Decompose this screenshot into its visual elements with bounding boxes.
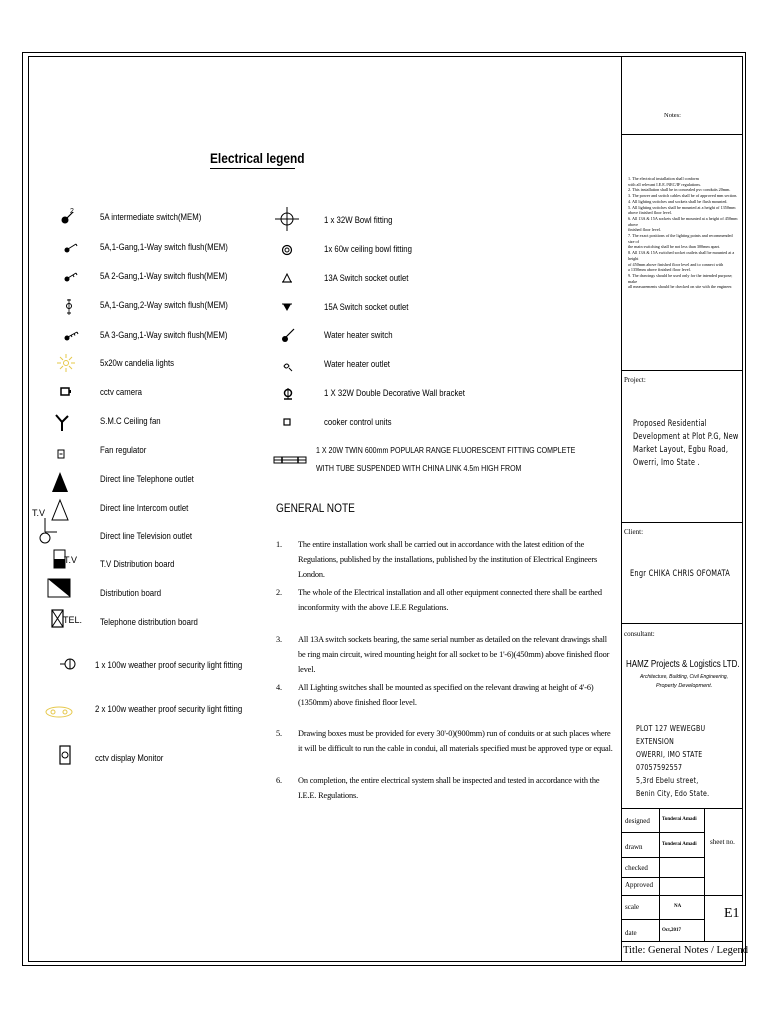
svg-text:2: 2 bbox=[70, 208, 74, 215]
wall-bracket-icon bbox=[274, 382, 304, 406]
legend-label: 5x20w candelia lights bbox=[100, 358, 175, 369]
general-note-item: 4. All Lighting switches shall be mounted as specified on the relevant drawing at height of 4'-6)(1350mm) above finished floor level. bbox=[276, 683, 594, 707]
legend-label: Telephone distribution board bbox=[100, 617, 198, 628]
date-label: date bbox=[625, 929, 637, 937]
general-note-item: 5. Drawing boxes must be provided for every 30'-0)(900mm) run of conduits or at such places where it will be difficult to run the cable in condui, all materials specified must be approved type or equal. bbox=[276, 729, 613, 753]
1gang-1way-switch-icon bbox=[56, 235, 86, 259]
legend-label: 5A 2-Gang,1-Way switch flush(MEM) bbox=[100, 271, 228, 282]
date-value: Oct,2017 bbox=[662, 928, 682, 933]
fan-regulator-icon bbox=[52, 444, 82, 468]
legend-label: 5A,1-Gang,2-Way switch flush(MEM) bbox=[100, 300, 228, 311]
legend-label: Water heater switch bbox=[324, 330, 393, 341]
distribution-board-icon bbox=[44, 576, 74, 600]
consultant-label: consultant: bbox=[624, 630, 655, 638]
drawn-value: Tonderai Amadi bbox=[662, 842, 697, 847]
legend-label: 2 x 100w weather proof security light fitting bbox=[95, 704, 243, 715]
legend-label: S.M.C Ceiling fan bbox=[100, 416, 161, 427]
cctv-camera-icon bbox=[56, 380, 86, 404]
drawn-label: drawn bbox=[625, 843, 643, 851]
drawing-title: Title: General Notes / Legend bbox=[623, 945, 749, 956]
project-description: Proposed Residential Development at Plot P.G, New Market Layout, Egbu Road, Owerri, Imo State . bbox=[633, 419, 739, 468]
legend-label: cooker control units bbox=[324, 417, 392, 428]
fluorescent-fitting-icon bbox=[272, 448, 308, 472]
13a-socket-icon bbox=[272, 266, 302, 290]
legend-label: 5A 3-Gang,1-Way switch flush(MEM) bbox=[100, 330, 228, 341]
general-note-item: 1. The entire installation work shall be carried out in accordance with the latest edition of the Regulations, published by the installations, published by the institution of Electrical Engineers London. bbox=[276, 540, 598, 579]
general-note-item: 2. The whole of the Electrical installation and all other equipment connected there shall be earthed inconformity with the above I.E.E Regulations. bbox=[276, 588, 602, 612]
bowl-fitting-icon bbox=[272, 207, 302, 231]
general-note-item: 6. On completion, the entire electrical system shall be inspected and tested in accordance with the I.E.E. Regulations. bbox=[276, 776, 600, 800]
legend-label: 5A,1-Gang,1-Way switch flush(MEM) bbox=[100, 242, 228, 253]
legend-label: Direct line Telephone outlet bbox=[100, 474, 194, 485]
intermediate-switch-icon bbox=[56, 205, 86, 229]
consultant-address: PLOT 127 WEWEGBU EXTENSION OWERRI, IMO STATE 07057592557 5,3rd Ebelu street, Benin City, Edo State. bbox=[636, 724, 710, 798]
television-outlet-icon bbox=[36, 518, 66, 542]
tv-outlet-text: T.V bbox=[32, 508, 46, 518]
legend-label: Distribution board bbox=[100, 588, 162, 599]
legend-label: Direct line Television outlet bbox=[100, 531, 193, 542]
legend-label: Direct line Intercom outlet bbox=[100, 503, 189, 514]
client-label: Client: bbox=[624, 528, 644, 536]
consultant-services: Architecture, Building, Civil Engineering, bbox=[640, 674, 729, 680]
notes-list: 1. The electrical installation shall conform with all relevant I.E.E./NEC/IF regulations. 2. This installation shall be in concealed pvc conduits 20mm. 3. The power and switch cables shall be of approved mm section. 4. All lighting switches and sockets shall be flush mounted. 5. All lighting switches shall be mounted at a height of 1350mm above finished floor level. 6. All 13A & 15A sockets shall be mounted at a height of 450mm above finished floor level. 7. The exact positions of the lighting points and recommended size of the main switching shall be not less than 300mm apart. 8. All 13A & 15A switched socket outlets shall be mounted at a height of 450mm above finished floor level and to connect with a 1350mm above finished floor level. 9. The drawings should be used only for the intended purpose; make all measurements should be checked on site with the engineer. bbox=[628, 176, 738, 290]
security-light-2x-icon bbox=[44, 700, 74, 724]
legend-label: cctv display Monitor bbox=[95, 753, 164, 764]
legend-label: Fan regulator bbox=[100, 445, 147, 456]
title-block-divider bbox=[621, 56, 622, 962]
legend-label: cctv camera bbox=[100, 387, 142, 398]
legend-label: 1 x 100w weather proof security light fitting bbox=[95, 660, 243, 671]
water-heater-outlet-icon bbox=[274, 356, 304, 380]
client-name: Engr CHIKA CHRIS OFOMATA bbox=[630, 569, 731, 579]
legend-label: 1x 60w ceiling bowl fitting bbox=[324, 244, 412, 255]
water-heater-switch-icon bbox=[272, 323, 302, 347]
legend-label: 1 x 32W Bowl fitting bbox=[324, 215, 393, 226]
2gang-1way-switch-icon bbox=[56, 264, 86, 288]
ceiling-bowl-fitting-icon bbox=[272, 238, 302, 262]
tv-board-text: T.V bbox=[64, 555, 78, 565]
15a-socket-icon bbox=[272, 295, 302, 319]
legend-label: T.V Distribution board bbox=[100, 559, 175, 570]
3gang-1way-switch-icon bbox=[56, 323, 86, 347]
sheet-label: sheet no. bbox=[710, 838, 735, 846]
cctv-monitor-icon bbox=[56, 744, 86, 768]
fluorescent-label-line1: 1 X 20W TWIN 600mm POPULAR RANGE FLUORESCENT FITTING COMPLETE bbox=[316, 445, 576, 455]
designed-value: Tonderai Amadi bbox=[662, 817, 697, 822]
designed-label: designed bbox=[625, 817, 650, 825]
candelia-light-icon bbox=[54, 351, 84, 375]
security-light-1x-icon bbox=[56, 652, 86, 676]
legend-label: 13A Switch socket outlet bbox=[324, 273, 409, 284]
general-note-heading: GENERAL NOTE bbox=[276, 503, 355, 515]
cooker-control-icon bbox=[274, 410, 304, 434]
legend-label: 5A intermediate switch(MEM) bbox=[100, 212, 202, 223]
approved-label: Approved bbox=[625, 881, 653, 889]
consultant-name: HAMZ Projects & Logistics LTD. bbox=[626, 659, 740, 670]
ceiling-fan-icon bbox=[52, 410, 82, 434]
legend-label: 1 X 32W Double Decorative Wall bracket bbox=[324, 388, 465, 399]
scale-label: scale bbox=[625, 903, 639, 911]
consultant-services-2: Property Development. bbox=[656, 683, 713, 689]
fluorescent-label-line2: WITH TUBE SUSPENDED WITH CHINA LINK 4.5m HIGH FROM bbox=[316, 463, 522, 473]
telephone-outlet-icon bbox=[48, 470, 78, 494]
checked-label: checked bbox=[625, 864, 648, 872]
scale-value: NA bbox=[674, 904, 682, 909]
legend-title: Electrical legend bbox=[210, 150, 295, 169]
legend-label: 15A Switch socket outlet bbox=[324, 302, 409, 313]
general-note-item: 3. All 13A switch sockets bearing, the same serial number as detailed on the relevant drawings shall be ring main circuit, wired mounting height for all socket to be 1'-6)(450mm) above finished floor level. bbox=[276, 635, 610, 674]
sheet-number: E1 bbox=[724, 906, 740, 921]
project-label: Project: bbox=[624, 376, 646, 384]
notes-label: Notes: bbox=[664, 112, 681, 119]
legend-label: Water heater outlet bbox=[324, 359, 390, 370]
tel-board-text: TEL. bbox=[63, 615, 83, 625]
1gang-2way-switch-icon bbox=[56, 293, 86, 317]
